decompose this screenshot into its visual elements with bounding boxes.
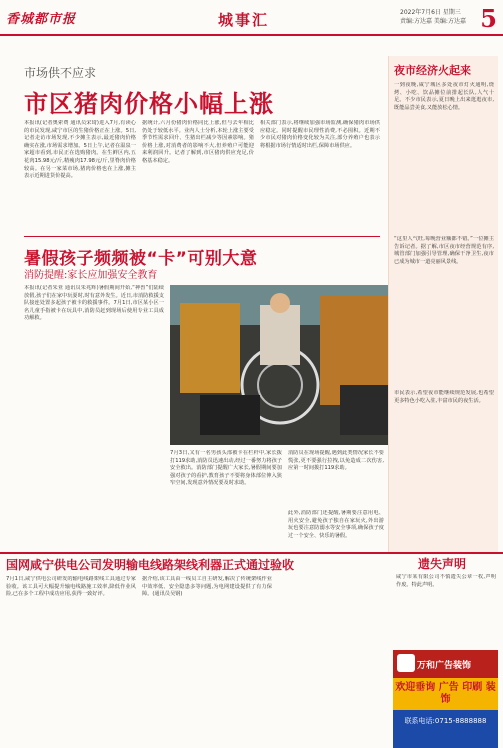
sidebar-body2: “这里人气旺,每晚营业额都不错。”一位摊主告诉记者。据了解,市区夜市经营规范有序,城管部门加强引导管理,确保干净卫生,夜市已成为城市一道亮丽风景线。 xyxy=(394,236,494,265)
rescue-photo-illustration xyxy=(170,285,402,445)
issue-date: 2022年7月6日 星期三 xyxy=(400,9,461,16)
ad-slogan: 欢迎垂询 广告 印刷 装饰 xyxy=(393,678,498,710)
story2-col2: 7月3日,又有一名男孩头部被卡在栏杆中,家长拨打119求助,消防员迅速出动,经过一番努力将孩子安全救出。消防部门提醒广大家长,暑假期间要加强对孩子的看护,教育孩子不要将身体部位伸入狭窄空间,发现意外情况要及时求助。 xyxy=(170,450,282,487)
date-line xyxy=(400,8,466,26)
story1-kicker: 市场供不应求 xyxy=(24,66,97,80)
story3-col2: 据介绍,该工具由一线员工自主研发,解决了传统架线作业中效率低、安全隐患多等问题,为电网建设提供了有力保障。(通讯员吴钢) xyxy=(142,576,272,598)
page-number: 5 xyxy=(480,4,497,33)
story1-col1: 本报讯(记者奥索费 通讯员宋琦)进入7月,有读心的市民发现,咸宁市区的生猪价格正在上涨。5日,记者走访市场发现,不少摊主表示,最近猪肉价格确实在涨,市场需求增加。5日上午,记者在温泉一家超市看到,市民正在选购猪肉。在生鲜区内,五花肉15.98元/斤,精瘦肉17.98元/斤,里脊肉价格较高。在另一家菜市场,猪肉价格也在上涨,摊主表示近期进货价提高。 xyxy=(24,120,136,180)
advertisement xyxy=(393,650,498,748)
story1-col2: 据统计,六月份猪肉价格同比上涨,但与去年相比仍处于较低水平。业内人士分析,本轮上涨主要受季节性需求回升、生猪出栏减少等因素影响。猪价格上涨,对消费者的影响不大,但养殖户可能迎来利润回升。记者了解到,市区猪肉供应充足,价格基本稳定。 xyxy=(142,120,254,164)
story2-col1: 本报讯(记者朱亚 通讯员朱兆辉)暑假期间开始,“神兽”们陆续放假,孩子们在家中玩耍时,时有意外发生。近日,市消防救援支队接连处置多起孩子被卡的救援事件。7月1日,市区某小区一名儿童手指被卡在玩具中,消防员赶到现场后使用专业工具成功解救。 xyxy=(24,285,164,322)
sidebar-title: 夜市经济火起来 xyxy=(394,64,471,77)
notice-body: 咸宁市某有限公司不慎遗失公章一枚,声明作废。特此声明。 xyxy=(396,574,496,588)
firefighter-rescue-photo xyxy=(170,285,402,445)
ad-logo-icon xyxy=(397,654,415,672)
masthead xyxy=(0,0,503,36)
editor-credit: 责编:方达嘉 美编:方达嘉 xyxy=(400,18,466,25)
ad-contact: 联系电话:0715-8888888 xyxy=(404,717,487,725)
story2-col3: 消防员在现场提醒,遇到此类情况家长不要慌张,更不要强行拉拽,以免造成二次伤害,应第一时间拨打119求助。 xyxy=(288,450,384,472)
story3-col1: 7月1日,咸宁供电公司研发的输电线路架线工具通过专家验收。该工具可大幅提升输电线路施工效率,降低作业风险,已在多个工程中成功应用,获得一致好评。 xyxy=(6,576,136,598)
story2-col4: 此外,消防部门还提醒,暑期要注意用电、用火安全,避免孩子独自在家玩火,外出游玩也要注意防溺水等安全事项,确保孩子度过一个安全、快乐的暑假。 xyxy=(288,510,384,539)
story1-col3: 相关部门表示,将继续加强市场监测,确保猪肉市场供应稳定。同时提醒市民理性消费,不必囤积。近期不少市民对猪肉价格变化较为关注,部分养殖户也表示将根据市场行情适时出栏,保障市场供应。 xyxy=(260,120,380,149)
story1-headline: 市区猪肉价格小幅上涨 xyxy=(24,90,274,118)
story3-headline: 国网咸宁供电公司发明输电线路架线利器正式通过验收 xyxy=(6,558,295,572)
sidebar-body3: 市民表示,希望夜市能继续规范发展,也希望更多特色小吃入驻,丰富市民的夜生活。 xyxy=(394,390,494,404)
story2-headline: 暑假孩子频频被“卡”可别大意 xyxy=(24,249,258,269)
ad-brand: 万和广告装饰 xyxy=(393,650,498,678)
section-divider xyxy=(24,236,380,237)
section-title: 城事汇 xyxy=(218,11,270,29)
story2-subhead: 消防提醒:家长应加强安全教育 xyxy=(24,270,158,281)
notice-title: 遗失声明 xyxy=(418,557,467,571)
newspaper-brand: 香城都市报 xyxy=(6,12,77,27)
sidebar-body1: 一到夜晚,咸宁城区多处夜市灯火通明,烧烤、小吃、饮品摊位前排起长队,人气十足。不少市民表示,夏日晚上出来逛逛夜市,既能品尝美食,又能放松心情。 xyxy=(394,82,494,111)
